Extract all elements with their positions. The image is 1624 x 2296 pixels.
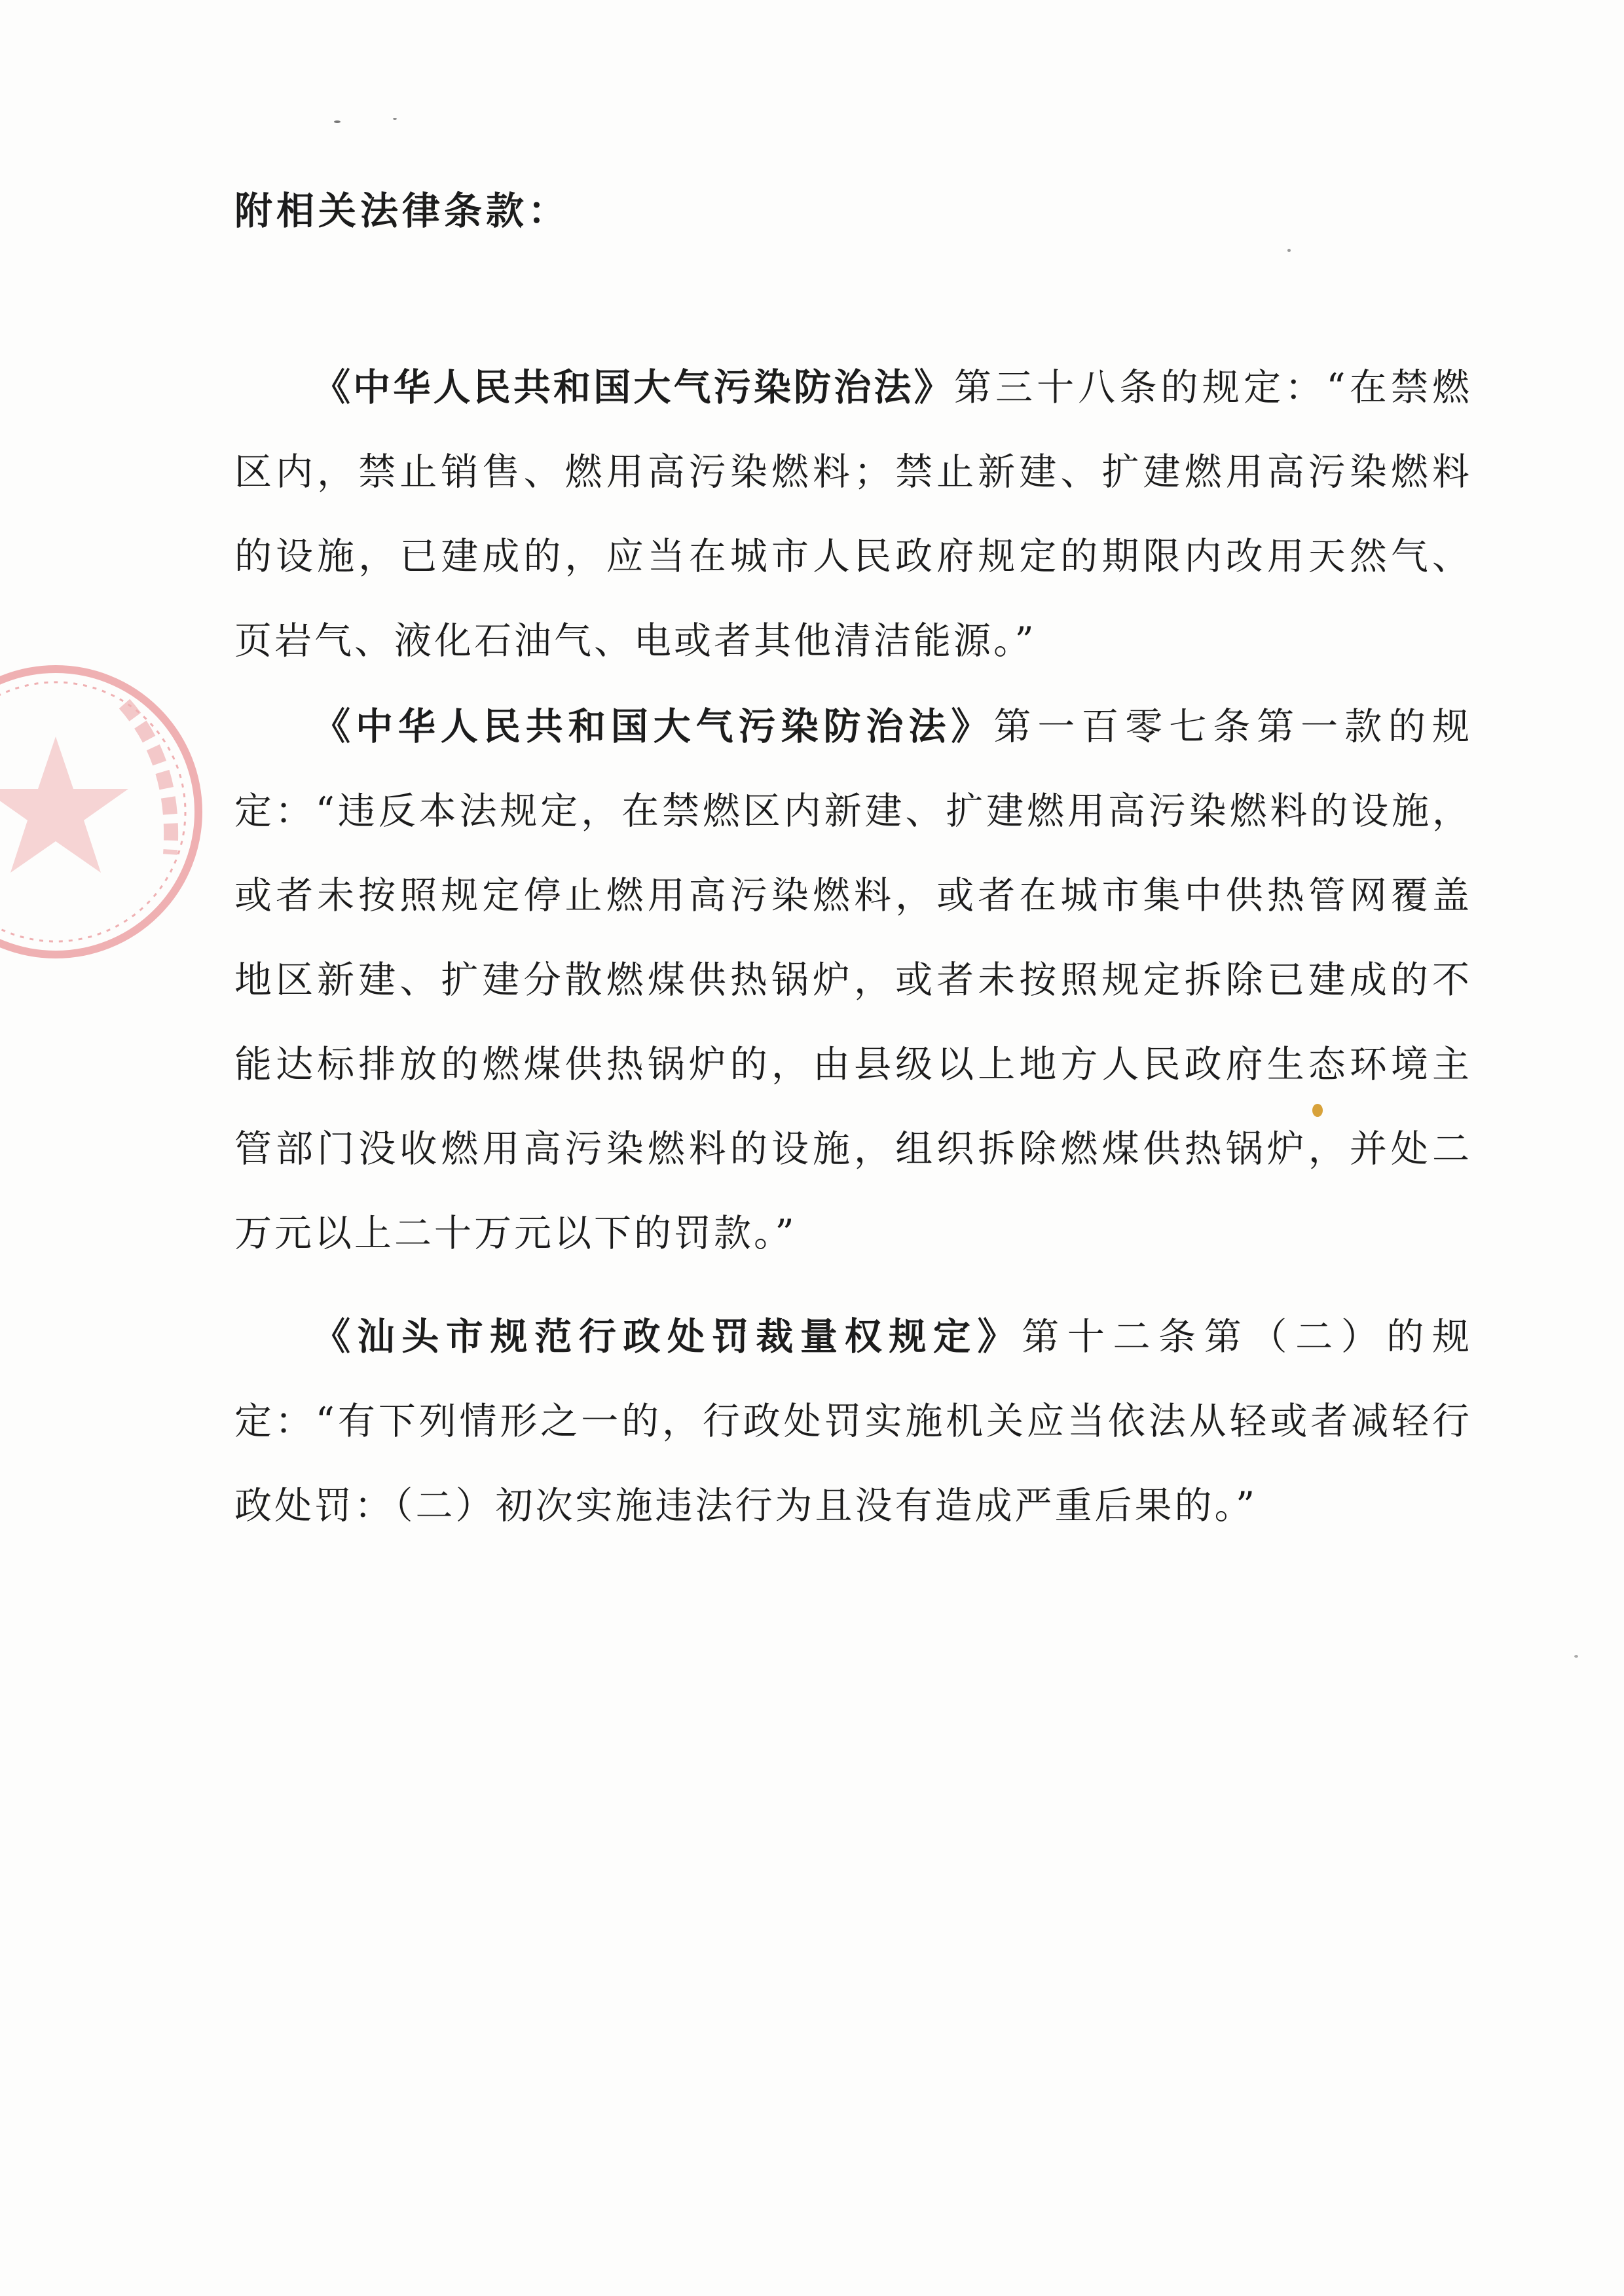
clause-paragraph	[234, 1295, 1472, 1548]
clause-text: 第一百零七条第一款的规定：“违反本法规定，在禁燃区内新建、扩建燃用高污染燃料的设施，或者未按照规定停止燃用高污染燃料，或者在城市集中供热管网覆盖地区新建、扩建分散燃煤供热锅炉，或者未按照规定拆除已建成的不能达标排放的燃煤供热锅炉的，由县级以上地方人民政府生态环境主管部门没收燃用高污染燃料的设施，组织拆除燃煤供热锅炉，并处二万元以上二十万元以下的罚款。”	[234, 705, 1473, 1255]
scan-speck	[334, 120, 341, 123]
clause-paragraph	[234, 346, 1472, 683]
clause-text: 第三十八条的规定：“在禁燃区内，禁止销售、燃用高污染燃料；禁止新建、扩建燃用高污染燃料的设施，已建成的，应当在城市人民政府规定的期限内改用天然气、页岩气、液化石油气、电或者其他清洁能源。”	[234, 366, 1473, 663]
law-title: 《中华人民共和国大气污染防治法》	[313, 705, 994, 748]
scan-speck	[1574, 1655, 1578, 1658]
clause-text: 第十二条第（二）的规定：“有下列情形之一的，行政处罚实施机关应当依法从轻或者减轻行政处罚：（二）初次实施违法行为且没有造成严重后果的。”	[234, 1315, 1473, 1527]
section-heading: 附相关法律条款：	[234, 189, 570, 233]
clause-paragraph	[234, 685, 1472, 1276]
scan-speck	[1287, 249, 1291, 252]
scan-speck	[393, 118, 397, 120]
law-title: 《汕头市规范行政处罚裁量权规定》	[313, 1315, 1022, 1358]
official-seal-icon	[0, 658, 210, 966]
law-title: 《中华人民共和国大气污染防治法》	[313, 366, 954, 409]
